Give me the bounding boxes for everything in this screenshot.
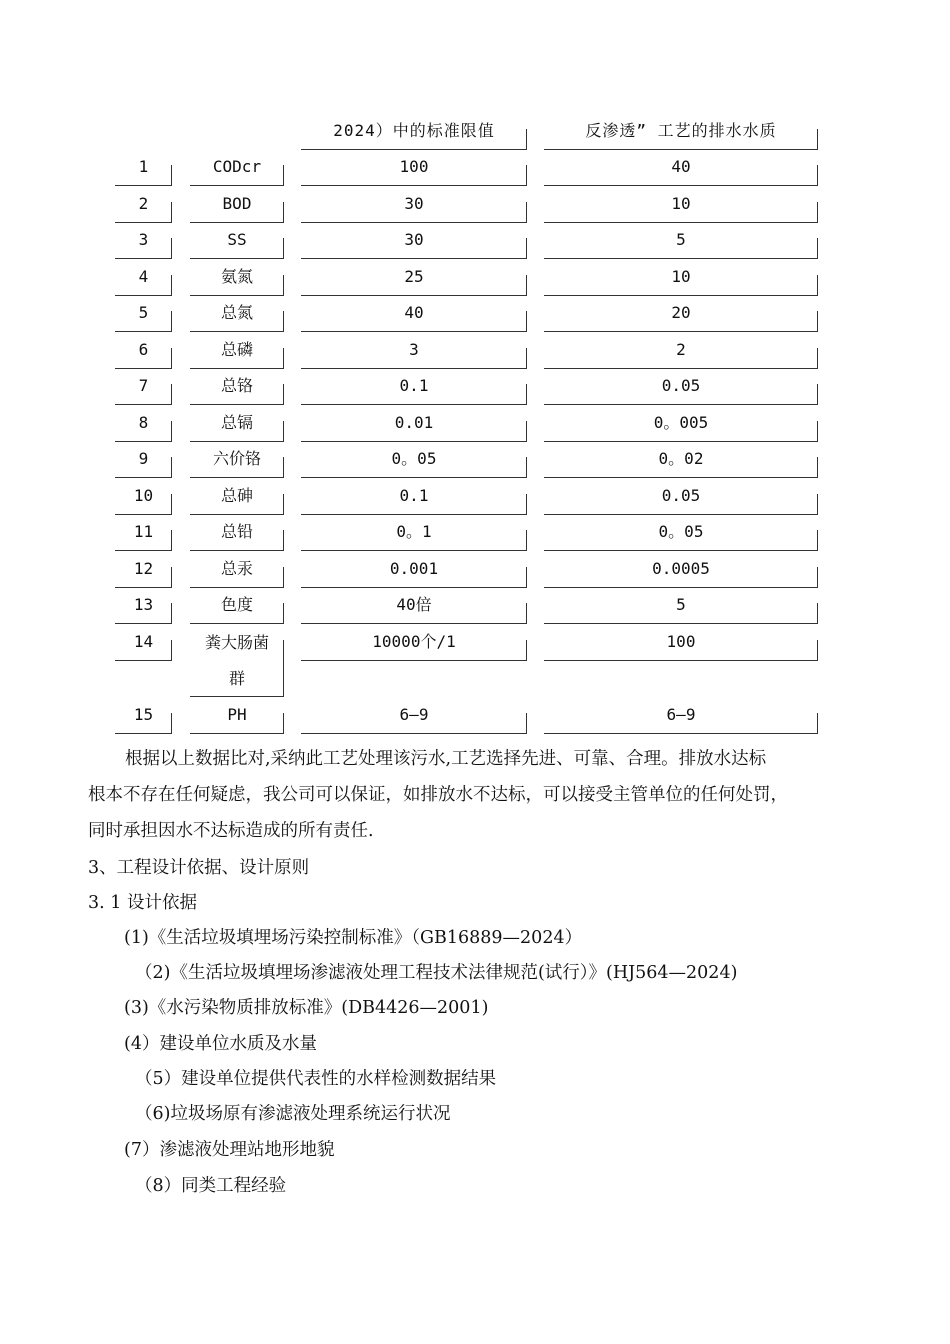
- row-number: 12: [115, 552, 172, 588]
- basis-list-item: (1)《生活垃圾填埋场污染控制标准》（GB16889—2024）: [124, 928, 583, 948]
- table-row: [0, 479, 950, 515]
- row-item: 粪大肠菌群: [190, 625, 284, 697]
- row-item: 总磷: [190, 333, 284, 369]
- row-effluent: 0.0005: [544, 552, 818, 588]
- row-effluent: 10: [544, 187, 818, 223]
- header-effluent-quality: 反渗透” 工艺的排水水质: [544, 114, 818, 150]
- row-standard: 0.01: [301, 406, 527, 442]
- table-row: [0, 698, 950, 734]
- row-item: 氨氮: [190, 260, 284, 296]
- section-heading: 3、工程设计依据、设计原则: [88, 858, 310, 878]
- row-number: 5: [115, 296, 172, 332]
- table-header: [0, 114, 950, 150]
- row-effluent: 0。005: [544, 406, 818, 442]
- row-item: 六价铬: [190, 442, 284, 478]
- row-standard: 0。1: [301, 515, 527, 551]
- row-item: BOD: [190, 187, 284, 223]
- row-effluent: 20: [544, 296, 818, 332]
- table-row: [0, 333, 950, 369]
- row-standard: 40倍: [301, 588, 527, 624]
- row-standard: 0.001: [301, 552, 527, 588]
- row-item: PH: [190, 698, 284, 734]
- row-standard: 40: [301, 296, 527, 332]
- row-number: 15: [115, 698, 172, 734]
- basis-list-item: （5）建设单位提供代表性的水样检测数据结果: [135, 1069, 497, 1089]
- row-standard: 0.1: [301, 369, 527, 405]
- row-number: 11: [115, 515, 172, 551]
- row-item: 总氮: [190, 296, 284, 332]
- table-row: [0, 588, 950, 624]
- table-row: [0, 515, 950, 551]
- row-item: 总镉: [190, 406, 284, 442]
- paragraph-line: 根据以上数据比对,采纳此工艺处理该污水,工艺选择先进、可靠、合理。排放水达标: [125, 749, 767, 769]
- row-item: 总汞: [190, 552, 284, 588]
- table-row: [0, 552, 950, 588]
- subsection-heading: 3. 1 设计依据: [88, 893, 197, 913]
- row-effluent: 10: [544, 260, 818, 296]
- basis-list-item: （8）同类工程经验: [135, 1176, 287, 1196]
- row-effluent: 5: [544, 223, 818, 259]
- row-number: 10: [115, 479, 172, 515]
- row-item: SS: [190, 223, 284, 259]
- row-standard: 6—9: [301, 698, 527, 734]
- row-standard: 25: [301, 260, 527, 296]
- row-effluent: 0。05: [544, 515, 818, 551]
- row-effluent: 0.05: [544, 369, 818, 405]
- row-number: 6: [115, 333, 172, 369]
- row-standard: 100: [301, 150, 527, 186]
- basis-list-item: (4）建设单位水质及水量: [124, 1034, 317, 1054]
- table-row: [0, 296, 950, 332]
- row-number: 13: [115, 588, 172, 624]
- table-row: [0, 223, 950, 259]
- row-number: 7: [115, 369, 172, 405]
- row-effluent: 2: [544, 333, 818, 369]
- row-number: 9: [115, 442, 172, 478]
- paragraph-line: 根本不存在任何疑虑，我公司可以保证，如排放水不达标，可以接受主管单位的任何处罚，: [88, 785, 788, 805]
- basis-list-item: （2)《生活垃圾填埋场渗滤液处理工程技术法律规范(试行）》(HJ564—2024): [135, 963, 738, 983]
- row-item: 总铬: [190, 369, 284, 405]
- paragraph-line: 同时承担因水不达标造成的所有责任.: [88, 821, 374, 841]
- row-effluent: 6—9: [544, 698, 818, 734]
- row-standard: 0.1: [301, 479, 527, 515]
- row-effluent: 5: [544, 588, 818, 624]
- basis-list-item: （6)垃圾场原有渗滤液处理系统运行状况: [135, 1104, 451, 1124]
- row-number: 2: [115, 187, 172, 223]
- table-row: [0, 625, 950, 688]
- row-standard: 30: [301, 223, 527, 259]
- basis-list-item: (3)《水污染物质排放标准》(DB4426—2001): [124, 998, 489, 1018]
- table-row: [0, 260, 950, 296]
- row-standard: 30: [301, 187, 527, 223]
- row-item: 总铅: [190, 515, 284, 551]
- row-number: 14: [115, 625, 172, 661]
- table-row: [0, 442, 950, 478]
- row-effluent: 0。02: [544, 442, 818, 478]
- row-item: CODcr: [190, 150, 284, 186]
- row-number: 1: [115, 150, 172, 186]
- row-effluent: 40: [544, 150, 818, 186]
- row-number: 4: [115, 260, 172, 296]
- row-number: 3: [115, 223, 172, 259]
- row-effluent: 100: [544, 625, 818, 661]
- header-standard-limit: 2024）中的标准限值: [301, 114, 527, 150]
- table-row: [0, 187, 950, 223]
- row-standard: 3: [301, 333, 527, 369]
- row-standard: 10000个/1: [301, 625, 527, 661]
- table-row: [0, 150, 950, 186]
- table-row: [0, 406, 950, 442]
- row-effluent: 0.05: [544, 479, 818, 515]
- table-row: [0, 369, 950, 405]
- row-item: 总砷: [190, 479, 284, 515]
- row-item: 色度: [190, 588, 284, 624]
- row-number: 8: [115, 406, 172, 442]
- row-standard: 0。05: [301, 442, 527, 478]
- basis-list-item: (7）渗滤液处理站地形地貌: [124, 1140, 335, 1160]
